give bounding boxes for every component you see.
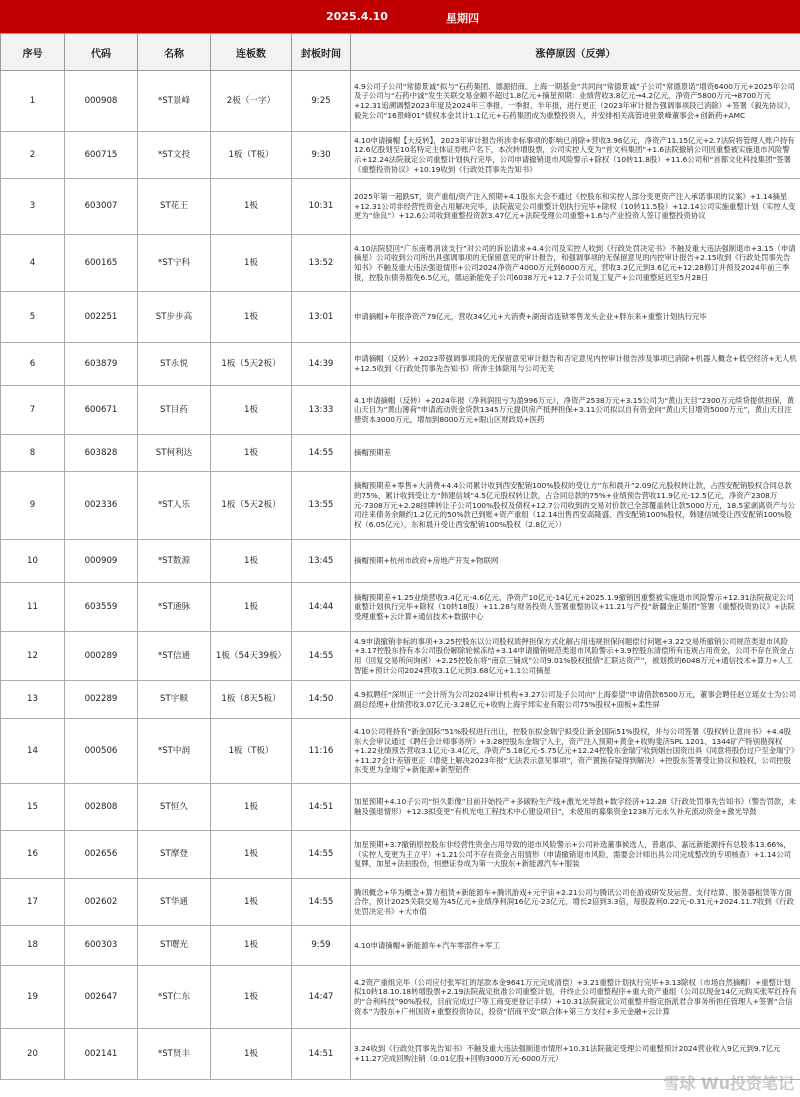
stock-code-cell: 600165 [65,235,138,292]
stock-name-cell: ST永悦 [138,343,211,386]
board-count-cell: 1板 [211,235,292,292]
limit-reason-text: 4.9拟聘任“深圳正一”会计所为公司2024审计机构+3.27公司及子公司向“上海泰望”申请借款6500万元，董事会聘任赵立瑶女士为公司副总经理+业绩营收3.07亿元-3.28亿元+收购上海宇邦实业有限公司75%股权+面板+柔性屏 [354,689,797,709]
table-row [1,472,800,540]
board-count-cell: 1板 [211,435,292,472]
board-count-cell: 1板 [211,784,292,831]
stock-code-cell: 002336 [65,472,138,540]
board-count-cell: 1板（8天5板） [211,681,292,719]
stock-code-cell: 603828 [65,435,138,472]
limit-time-cell: 13:45 [292,540,351,583]
limit-time-cell: 9:30 [292,132,351,179]
stock-name-cell: ST华通 [138,879,211,926]
limit-time-cell: 13:52 [292,235,351,292]
limit-reason-cell [351,472,800,540]
stock-name-cell: *ST仁东 [138,966,211,1029]
stock-code-cell: 002808 [65,784,138,831]
stock-name-cell: *ST文投 [138,132,211,179]
stock-name-cell: *ST宁科 [138,235,211,292]
stock-code-cell: 000506 [65,719,138,784]
board-count-cell: 1板（54天39板） [211,632,292,681]
limit-reason-text: 申请摘帽（反转）+2023带强调事项段的无保留意见审计报告和否定意见内控审计报告涉及事项已消除+机器人概念+低空经济+无人机+12.5收到《行政处罚事先告知书》所涉主体除用与公司无关 [354,354,797,373]
stock-code-cell: 600671 [65,386,138,435]
limit-reason-cell [351,1029,800,1080]
board-count-cell: 1板（5天2板） [211,343,292,386]
limit-reason-cell [351,132,800,179]
stock-name-cell: ST花王 [138,179,211,235]
limit-reason-cell [351,386,800,435]
limit-time-cell: 14:55 [292,435,351,472]
limit-time-cell: 14:55 [292,879,351,926]
table-row [1,132,800,179]
limit-reason-text: 摘帽预期差+1.25业绩营收3.4亿元-4.6亿元，净资产10亿元-14亿元+2025.1.9撤销因重整被实施退市风险警示+12.31法院裁定公司重整计划执行完毕+除权（10转18股）+11.28与财务投资人签署重整协议+11.21与产投“新疆金正集团”签署《重整投资协议》+法院受理重整+云计算+通信技术+数据中心 [354,592,795,621]
row-index-cell: 7 [1,386,65,435]
stock-name-cell: *ST通脉 [138,583,211,632]
limit-reason-cell [351,879,800,926]
table-row [1,681,800,719]
stock-code-cell: 600303 [65,926,138,966]
row-index-cell: 18 [1,926,65,966]
row-index-cell: 14 [1,719,65,784]
stock-name-cell: ST宇顺 [138,681,211,719]
limit-time-cell: 9:25 [292,71,351,132]
row-index-cell: 20 [1,1029,65,1080]
board-count-cell: 1板（5天2板） [211,472,292,540]
row-index-cell: 5 [1,292,65,343]
row-index-cell: 13 [1,681,65,719]
row-index-cell: 12 [1,632,65,681]
limit-reason-cell [351,966,800,1029]
limit-reason-text: 2025年第一超跌ST，资产重组/资产注入预期+4.1股东大会不通过《控股东和实控人部分变更资产注入承诺事项的议案》+1.14摘星+12.31公司非经营性资金占用解决完毕，法院裁定公司重整计划执行完毕+除权（10转11.5股）+12.14公司实施重整计划（实控人变更为“徐良”）+12.6公司收到重整投资款3.47亿元+法院受理公司重整+1.6与产业投资人签订重整投资协议 [354,192,796,221]
limit-reason-cell [351,784,800,831]
limit-reason-cell [351,71,800,132]
limit-reason-text: 4.10申请摘帽【大反转】，2023年审计报告所涉非标事项的影响已消除+营收3.96亿元，净资产11.15亿元+2.7法院将管理人账户持有12.6亿股划至10名特定主体证券账户名下，本次转增股票，公司实控人变为“首文科集团”+1.6法院撤销公司因重整被实施退市风险警示+12.24法院裁定公司重整计划执行完毕，公司申请撤销退市风险警示+除权（10转11.8股）+11.6公司和“首都文化科技集团”签署《重整投资协议》+10.19收到《行政处罚事先告知书》 [354,135,795,174]
limit-time-cell: 14:55 [292,831,351,879]
board-count-cell: 1板 [211,831,292,879]
limit-time-cell: 14:39 [292,343,351,386]
stock-code-cell: 000289 [65,632,138,681]
col-time-header: 封板时间 [292,34,351,71]
stock-name-cell: *ST人乐 [138,472,211,540]
row-index-cell: 4 [1,235,65,292]
stock-code-cell: 000909 [65,540,138,583]
limit-reason-text: 腾讯概念+华为概念+算力租赁+新能源车+腾讯游戏+元宇宙+2.21公司与腾讯公司在游戏研发及运营、支付结算、服务器租赁等方面合作，预计2025关联交易为45亿元+业绩净利润16亿元-23亿元，增长2倍到3.3倍，每股盈利0.22元-0.31元+2024.11.7收到《行政处罚决定书》+大市值 [354,887,794,916]
stock-code-cell: 002141 [65,1029,138,1080]
row-index-cell: 19 [1,966,65,1029]
col-index-header: 序号 [1,34,65,71]
table-row [1,966,800,1029]
col-boards-header: 连板数 [211,34,292,71]
board-count-cell: 1板 [211,879,292,926]
limit-reason-text: 4.2资产重组完毕（公司应付张军红的尾款本金9641万元完成清偿）+3.21重整计划执行完毕+3.13除权（市场自然摘帽）+重整计划拟10转18.10.18转增股票+2.19法院裁定批准公司重整计划，并终止公司重整程序+重大资产重组（公司以现金14亿元购买张军红持有的“合利科技”90%股权，目前完成过户等工商变更登记手续）+10.31法院裁定公司重整并指定指派君合事务所担任管理人+签署“合信资本”为股东+广州国资+重整投资协议，投资“招商平安”联合体+第三方支付+多元金融+云计算 [354,977,797,1016]
stock-code-cell: 603879 [65,343,138,386]
limit-reason-text: 4.9申请撤销非标的事项+3.25控股东以公司股权质押担保方式化解占用违规担保问题偿付问题+3.22交易所撤销公司规范类退市风险+3.17控股东持有本公司股份解除轮候冻结+3.14申请撤销规范类退市风险警示+3.9控股东清偿所有违规占用资金，公司不存在资金占用（回复交易所问询函）+2.25控股东将“南京三铺成”公司9.01%股权抵债“汇联达资产”，被划拨的6048万元+通信技术+算力+人工智能+预计公司2024营收3.1亿元到3.68亿元+1.1公司摘星 [354,636,795,675]
row-index-cell: 9 [1,472,65,540]
stock-name-cell: *ST景峰 [138,71,211,132]
watermark: 雪球 Wu投资笔记 [663,1074,794,1093]
stock-name-cell: *ST中润 [138,719,211,784]
row-index-cell: 2 [1,132,65,179]
stock-name-cell: *ST贤丰 [138,1029,211,1080]
limit-reason-text: 加星预期+3.7撤销原控股东非经营性资金占用导致的退市风险警示+公司补选董事候选人，普惠添、嘉远新能源持有总股本13.66%，（实控人变更为王立平）+1.21公司不存在资金占用情形（申请撤销退市风险，需要会计师出具公司完成整改的专项核查）+1.14公司复牌，加星+法拍股份，恒懋证券成为第一大股东+新能源汽车+服装 [354,840,792,869]
limit-reason-cell [351,831,800,879]
limit-time-cell: 13:55 [292,472,351,540]
limit-reason-cell [351,719,800,784]
stock-name-cell: *ST信通 [138,632,211,681]
stock-name-cell: ST目药 [138,386,211,435]
board-count-cell: 1板（T板） [211,719,292,784]
stock-code-cell: 603559 [65,583,138,632]
limit-time-cell: 14:50 [292,681,351,719]
stock-code-cell: 000908 [65,71,138,132]
limit-reason-text: 摘帽预期+杭州市政府+房地产开发+物联网 [354,556,499,566]
limit-reason-cell [351,235,800,292]
report-weekday: 星期四 [446,12,479,25]
row-index-cell: 6 [1,343,65,386]
table-row [1,632,800,681]
board-count-cell: 1板（T板） [211,132,292,179]
limit-time-cell: 13:33 [292,386,351,435]
limit-reason-cell [351,343,800,386]
table-row [1,583,800,632]
board-count-cell: 1板 [211,926,292,966]
table-row [1,435,800,472]
row-index-cell: 10 [1,540,65,583]
board-count-cell: 1板 [211,386,292,435]
col-name-header: 名称 [138,34,211,71]
stock-code-cell: 600715 [65,132,138,179]
board-count-cell: 1板 [211,966,292,1029]
limit-reason-text: 摘帽预期差 [354,448,391,458]
table-row [1,235,800,292]
stock-name-cell: *ST数源 [138,540,211,583]
limit-time-cell: 14:51 [292,784,351,831]
table-row [1,71,800,132]
table-row [1,879,800,926]
table-row [1,926,800,966]
limit-reason-text: 申请摘帽+年报净资产79亿元，营收34亿元+大消费+湖南省连锁零售龙头企业+胖东来+重整计划执行完毕 [354,312,707,322]
report-date: 2025.4.10 [326,10,388,23]
limit-time-cell: 14:44 [292,583,351,632]
limit-reason-text: 4.10申请摘帽+新能源车+汽车零部件+军工 [354,940,500,950]
board-count-cell: 1板 [211,540,292,583]
board-count-cell: 1板 [211,292,292,343]
limit-reason-text: 加星预期+4.10子公司“恒久影像”目前开始投产+多碳粉生产线+激光光导鼓+数字经济+12.28《行政处罚事先告知书》（警告罚款，未触及强退情形）+12.3拟变更“有机光电工程技术中心建设项目”，未使用的募集资金1238万元永久补充流动资金+激光导鼓 [354,797,797,816]
row-index-cell: 1 [1,71,65,132]
stock-name-cell: ST柯利达 [138,435,211,472]
board-count-cell: 1板 [211,1029,292,1080]
table-body [1,71,800,1080]
row-index-cell: 8 [1,435,65,472]
stock-code-cell: 002251 [65,292,138,343]
board-count-cell: 1板 [211,583,292,632]
table-row [1,1029,800,1080]
stock-code-cell: 603007 [65,179,138,235]
table-row [1,179,800,235]
limit-reason-text: 摘帽预期差+零售+大消费+4.4公司累计收到西安配销100%股权的受让方“东和晨升”2.09亿元股权转让款，占西安配销股权合同总款的75%，累计收到受让方“韩建信城”4.5亿元股权转让款，占合同总款的75%+业绩预告营收11.9亿元-12.5亿元，净资产2308万元-7308万元+2.28挂牌转让子公司100%股权及债权+12.7公司收到的交易对价款已全部覆盖转让款5000万元，18.5家剥离资产与公司往来债务余额约1.2亿元的50%款已到账+资产重组（12.14出售西安高隆盛、西安配销100%股权，韩建信城受让西安配销100%股权（6.05亿元），东和晨升受让西安配销100%股权（2.8亿元）） [354,481,795,529]
table-row [1,540,800,583]
limit-reason-text: 4.9公司子公司“常德景诚”拟与“石药集团、德源招商、上海一期基金”共同向“常德景诚”子公司“常德景诺”增资6400万元+2025年公司及子公司与“石药中诚”发生关联交易金额不超过1.8亿元+摘星预期：业绩营收3.8亿元→4.2亿元，净资产5800万元→8700万元+12.31追溯调整2023年度及2024年三季报、一季报、半年报，进行更正（2023年审计报告强调事项段已消除）+签署《毅先协议》，毅先公司“16景峰01”债权本金共计1.1亿元+石药集团成为重整投资人，并安排相关高管进驻景峰董事会+创新药+AMC [354,81,796,120]
limit-reason-cell [351,926,800,966]
row-index-cell: 11 [1,583,65,632]
table-row [1,343,800,386]
stock-name-cell: ST恒久 [138,784,211,831]
title-bar [0,0,800,33]
limit-reason-cell [351,632,800,681]
col-code-header: 代码 [65,34,138,71]
stock-code-cell: 002289 [65,681,138,719]
limit-time-cell: 13:01 [292,292,351,343]
table-row [1,386,800,435]
limit-reason-cell [351,292,800,343]
stock-code-cell: 002656 [65,831,138,879]
row-index-cell: 17 [1,879,65,926]
limit-reason-cell [351,540,800,583]
limit-reason-text: 4.1申请摘帽（反转）+2024年报（净利润扭亏为盈996万元），净资产2538万元+3.15公司为“黄山天目”2300万元续贷提供担保，黄山天目为“黄山薄荷”申请流动资金贷款1345万元提供房产抵押担保+3.11公司拟以自有资金向“黄山天目增资5000万元”，黄山天目注册资本3000万元，增加到8000万元+眼山区财政局+医药 [354,395,795,424]
row-index-cell: 16 [1,831,65,879]
limit-time-cell: 11:16 [292,719,351,784]
table-row [1,784,800,831]
limit-reason-text: 4.10公司将持有“新金国际”51%股权进行出让，控股东拟金瑞宁拟受让新金国际51%股权，并与公司签署《股权转让意向书》+4.4股东大会审议通过《聘任会计师事务所》+3.28控股东金瑞宁入主，资产注入预期+黄金+收购斐济SPL 1201、1344矿产特别勘探权+1.22业绩预告营收3.1亿元-3.4亿元，净资产5.18亿元-5.75亿元+12.24控股东金瑞宁收到烟台国资出具《同意将股份过户至金瑞宁》+11.27会计差错更正（增使上解决2023年报“无法表示意见事项”，资产置换存疑得到解决）+控股东签署受让协议和股权，公司控股东变更为金瑞宁+新能源+新型铝件 [354,726,795,775]
limit-up-table [0,33,800,1080]
stock-name-cell: ST曙光 [138,926,211,966]
stock-name-cell: ST步步高 [138,292,211,343]
limit-reason-cell [351,681,800,719]
row-index-cell: 3 [1,179,65,235]
limit-reason-cell [351,435,800,472]
limit-time-cell: 14:55 [292,632,351,681]
stock-name-cell: ST摩登 [138,831,211,879]
table-row [1,831,800,879]
table-row [1,719,800,784]
limit-time-cell: 10:31 [292,179,351,235]
limit-reason-cell [351,583,800,632]
limit-reason-text: 4.10法院驳回“广东南粤消谈支行”对公司的诉讼请求+4.4公司及实控人收到《行政处罚决定书》不触及重大违法强制退市+3.15（申请摘星）公司收到公司所出具强调事项的无保留意见的审计报告，和强调事项的无保留意见的内控审计报告+2.15收到《行政处罚事先告知书》不触及重大违法强退情形+公司2024净资产4000万元到6000万元，营收3.2亿元到3.6亿元+12.28修订并预及2024年前三季报，控股东债务豁免6.5亿元，德运新能免子公司6038万元+12.7子公司复工复产+公司重整延迟至5月28日 [354,243,796,282]
board-count-cell: 1板 [211,179,292,235]
stock-code-cell: 002602 [65,879,138,926]
board-count-cell: 2板（一字） [211,71,292,132]
limit-reason-cell [351,179,800,235]
col-reason-header: 涨停原因（反弹） [351,34,800,71]
limit-time-cell: 14:47 [292,966,351,1029]
limit-reason-text: 3.24收到《行政处罚事先告知书》不触及重大违法强制退市情形+10.31法院裁定受理公司重整预计2024营业收入9亿元到9.7亿元+11.27完成回购注销（0.01亿股+回购3000万元-6000万元） [354,1044,781,1063]
table-row [1,292,800,343]
row-index-cell: 15 [1,784,65,831]
stock-code-cell: 002647 [65,966,138,1029]
limit-time-cell: 9:59 [292,926,351,966]
limit-time-cell: 14:51 [292,1029,351,1080]
table-header-row [1,34,800,71]
